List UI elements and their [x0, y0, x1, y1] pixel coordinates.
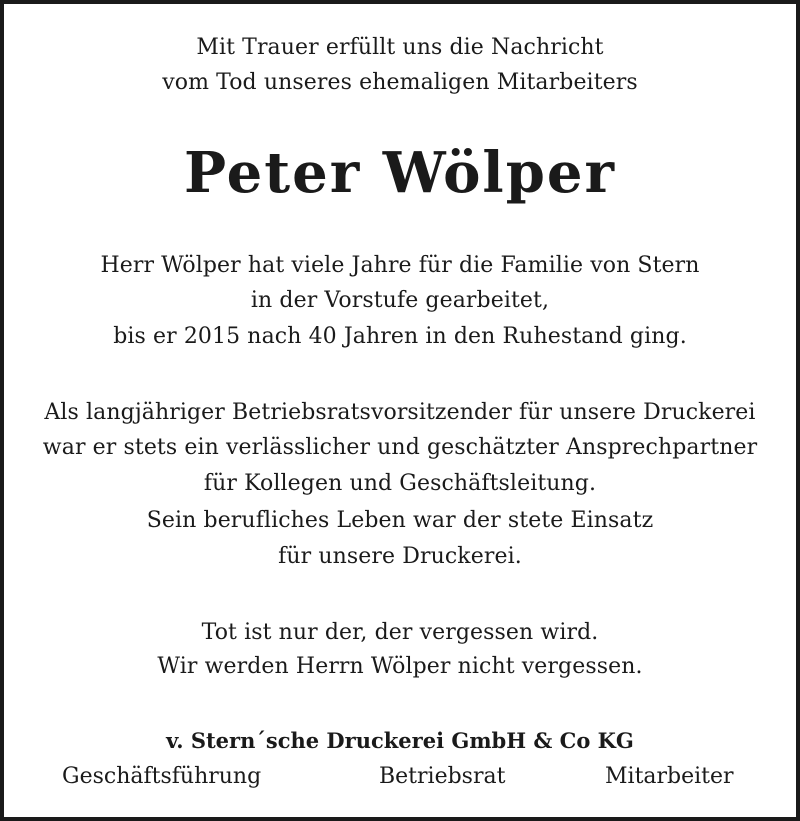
- paragraph2-line-3: für Kollegen und Geschäftsleitung.: [203, 471, 597, 496]
- signature-employees: Mitarbeiter: [605, 764, 734, 789]
- signature-management: Geschäftsführung: [62, 764, 262, 789]
- paragraph2-line-1: Als langjähriger Betriebsratsvorsitzender für unsere Druckerei: [44, 400, 756, 425]
- company-name: v. Stern´sche Druckerei GmbH & Co KG: [166, 728, 634, 753]
- paragraph2-line-5: für unsere Druckerei.: [278, 544, 522, 569]
- signature-works-council: Betriebsrat: [379, 764, 506, 789]
- intro-line-2: vom Tod unseres ehemaligen Mitarbeiters: [162, 70, 638, 95]
- deceased-name: Peter Wölper: [184, 140, 616, 206]
- paragraph1-line-1: Herr Wölper hat viele Jahre für die Familie von Stern: [100, 253, 700, 278]
- paragraph2-line-4: Sein berufliches Leben war der stete Einsatz: [146, 508, 654, 533]
- paragraph1-line-3: bis er 2015 nach 40 Jahren in den Ruhestand ging.: [113, 324, 687, 349]
- closing-line-2: Wir werden Herrn Wölper nicht vergessen.: [157, 654, 643, 679]
- paragraph1-line-2: in der Vorstufe gearbeitet,: [250, 288, 550, 313]
- paragraph2-line-2: war er stets ein verlässlicher und geschätzter Ansprechpartner: [42, 435, 758, 460]
- intro-line-1: Mit Trauer erfüllt uns die Nachricht: [196, 35, 604, 60]
- closing-line-1: Tot ist nur der, der vergessen wird.: [201, 620, 599, 645]
